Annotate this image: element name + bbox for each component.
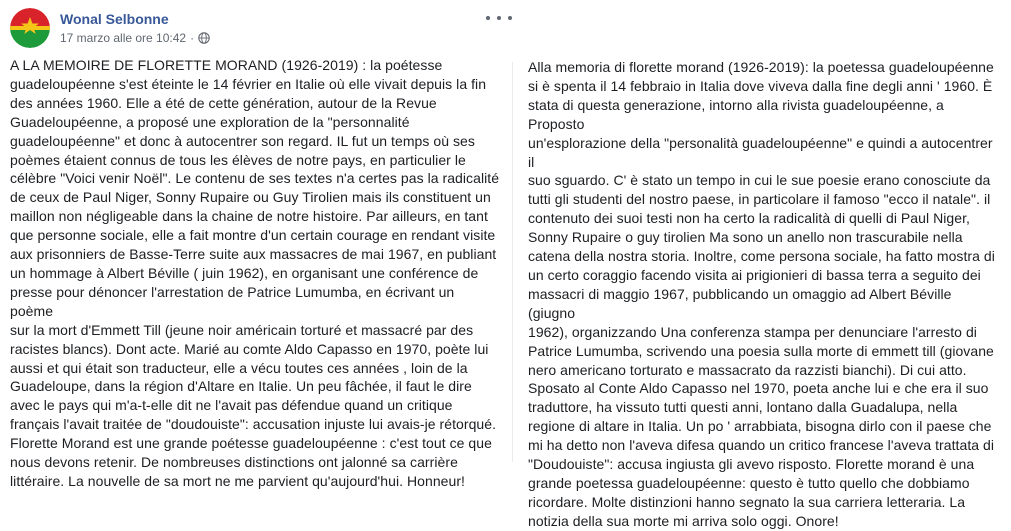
more-dot [508, 16, 512, 20]
post-meta [60, 31, 210, 45]
post-text-french: A LA MEMOIRE DE FLORETTE MORAND (1926-2019) : la poétesse guadeloupéenne s'est éteinte le 14 février en Italie où elle vivait depuis la fin des années 1960. Elle a été de cette génération, autour de la Revue Guadeloupéenne, a proposé une exploration de la "personnalité guadeloupéenne" et donc à autocentrer son regard. IL fut un temps où ses poèmes étaient connus de tous les élèves de notre pays, en particulier le célèbre "Voici venir Noël". Le contenu de ses textes n'a certes pas la radicalité de ceux de Paul Niger, Sonny Rupaire ou Guy Tirolien mais ils constituent un maillon non négligeable dans la chaine de notre histoire. Par ailleurs, en tant que personne sociale, elle a fait montre d'un certain courage en rendant visite aux prisonniers de Basse-Terre suite aux massacres de mai 1967, en publiant un hommage à Albert Béville ( juin 1962), en organisant une conférence de presse pour dénoncer l'arrestation de Patrice Lumumba, en écrivant un poème sur la mort d'Emmett Till (jeune noir américain torturé et massacré par des racistes blancs). Dont acte. Marié au comte Aldo Capasso en 1970, poète lui aussi et qui était son traducteur, elle a vécu toutes ces années , loin de la Guadeloupe, dans la région d'Altare en Italie. Un peu fâchée, il faut le dire avec le pays qui m'a-t-elle dit ne l'avait pas défendue quand un critique français l'avait traitée de "doudouiste": accusation injuste lui avais-je rétorqué. Florette Morand est une grande poétesse guadeloupéenne : c'est tout ce que nous devons retenir. De nombreuses distinctions ont jalonné sa carrière littéraire. La nouvelle de sa mort ne me parvient qu'aujourd'hui. Honneur! [10, 57, 500, 489]
more-options-icon[interactable] [486, 10, 512, 26]
post-header [10, 8, 1000, 48]
column-divider [512, 62, 513, 462]
more-dot [497, 16, 501, 20]
globe-icon[interactable] [198, 32, 210, 44]
post-text-italian: Alla memoria di florette morand (1926-2019): la poetessa guadeloupéenne si è spenta il 14 febbraio in Italia dove viveva dalla fine degli anni ' 1960. È stata di questa generazione, intorno alla rivista guadeloupéenne, a Proposto un'esplorazione della "personalità guadeloupéenne" e quindi a autocentrer il suo sguardo. C' è stato un tempo in cui le sue poesie erano conosciute da tutti gli studenti del nostro paese, in particolare il famoso "ecco il natale". il contenuto dei suoi testi non ha certo la radicalità di quelli di Paul Niger, Sonny Rupaire o guy tirolien Ma sono un anello non trascurabile nella catena della nostra storia. Inoltre, come persona sociale, ha fatto mostra di un certo coraggio facendo visita ai prigionieri di bassa terra a seguito dei massacri di maggio 1967, pubblicando un omaggio ad Albert Béville (giugno 1962), organizzando Una conferenza stampa per denunciare l'arresto di Patrice Lumumba, scrivendo una poesia sulla morte di emmett till (giovane nero americano torturato e massacrato da razzisti bianchi). Di cui atto. Sposato al Conte Aldo Capasso nel 1970, poeta anche lui e che era il suo traduttore, ha vissuto tutti questi anni, lontano dalla Guadalupa, nella regione di altare in Italia. Un po ' arrabbiata, bisogna dirlo con il paese che mi ha detto non l'aveva difesa quando un critico francese l'aveva trattata di "Doudouiste": accusa ingiusta gli avevo risposto. Florette morand è una grande poetessa guadeloupéenne: questo è tutto quello che dobbiamo ricordare. Molte distinzioni hanno segnato la sua carriera letteraria. La notizia della sua morte mi arriva solo oggi. Onore! [528, 59, 995, 529]
author-name[interactable]: Wonal Selbonne [60, 11, 169, 27]
avatar[interactable] [10, 8, 50, 48]
post-timestamp[interactable]: 17 marzo alle ore 10:42 [60, 31, 187, 45]
meta-separator: · [190, 31, 195, 45]
more-dot [486, 16, 490, 20]
